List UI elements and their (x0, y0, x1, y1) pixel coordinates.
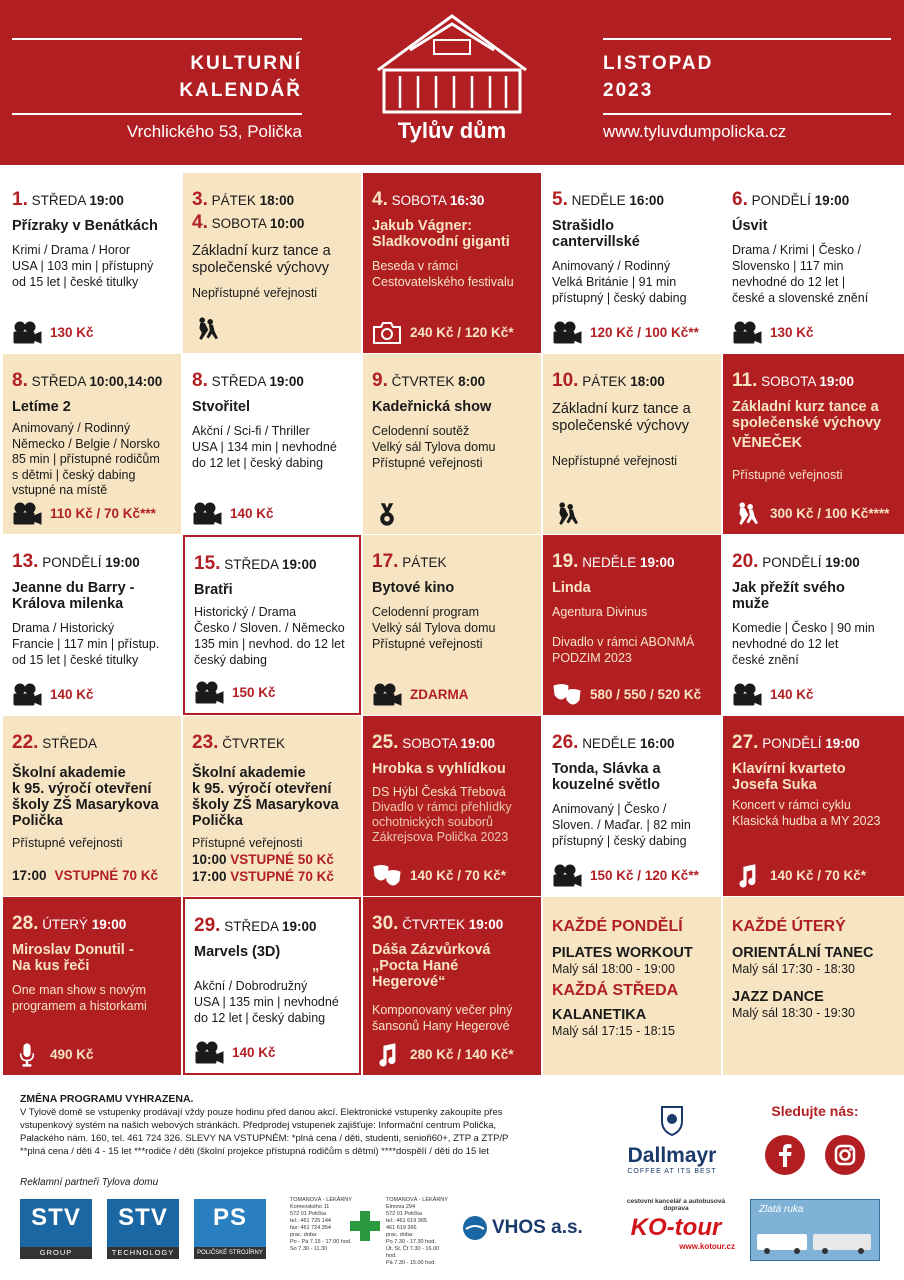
event-card[interactable]: 20. PONDĚLÍ 19:00 Jak přežít svého muže Komedie | Česko | 90 min nevhodné do 12 let české znění 140 Kč (723, 535, 904, 715)
theatre-masks-icon (552, 683, 582, 707)
follow-label: Sledujte nás: (771, 1103, 859, 1119)
film-camera-icon (12, 321, 42, 345)
film-camera-icon (12, 683, 42, 707)
film-camera-icon (552, 321, 582, 345)
event-card[interactable]: 27. PONDĚLÍ 19:00 Klavírní kvarteto Josefa Suka Koncert v rámci cyklu Klasická hudba a MY 2023 140 Kč / 70 Kč* (723, 716, 904, 896)
kotour-logo[interactable]: cestovní kancelář a autobusová doprava KO-tour www.kotour.cz (626, 1198, 735, 1251)
address: Vrchlického 53, Polička (126, 122, 302, 141)
website-link[interactable]: www.tyluvdumpolicka.cz (603, 122, 787, 141)
film-camera-icon (192, 502, 222, 526)
event-card[interactable]: 28. ÚTERÝ 19:00 Miroslav Donutil - Na kus řeči One man show s novým programem a historkami 490 Kč (3, 897, 181, 1075)
film-camera-icon (552, 864, 582, 888)
microphone-icon (12, 1043, 42, 1067)
photo-camera-icon (372, 321, 402, 345)
facebook-icon[interactable] (765, 1135, 805, 1175)
film-camera-icon (194, 1041, 224, 1065)
event-card[interactable]: 17. PÁTEK Bytové kino Celodenní program Velký sál Tylova domu Přístupné veřejnosti ZDARMA (363, 535, 541, 715)
event-card[interactable]: 11. SOBOTA 19:00 Základní kurz tance a společenské výchovy VĚNEČEK Přístupné veřejnosti 300 Kč / 100 Kč**** (723, 354, 904, 534)
header (0, 0, 904, 165)
event-card[interactable]: 25. SOBOTA 19:00 Hrobka s vyhlídkou DS Hýbl Česká Třebová Divadlo v rámci přehlídky ochotnických souborů Zákrejsova Polička 2023 140 Kč / 70 Kč* (363, 716, 541, 896)
partners-label: Reklamní partneři Tylova domu (20, 1177, 159, 1188)
event-card[interactable]: 5. NEDĚLE 16:00 Strašidlo cantervillské Animovaný / Rodinný Velká Británie | 91 min přístupný | český dabing 120 Kč / 100 Kč** (543, 173, 721, 353)
bus-icon (757, 1230, 875, 1254)
vhos-drop-icon (462, 1215, 488, 1241)
dancers-icon (732, 502, 762, 526)
film-camera-icon (194, 681, 224, 705)
medal-icon (372, 502, 402, 526)
weekly-tue[interactable]: KAŽDÉ ÚTERÝ ORIENTÁLNÍ TANEC Malý sál 17:30 - 18:30 JAZZ DANCE Malý sál 18:30 - 19:30 (723, 897, 904, 1075)
pharmacy-logo[interactable]: TOMANOVÁ - LÉKÁRNY Komenského 11 572 01 Polička tel.: 461 725 144 fax: 461 724 354 prac. doba: Po - Pá 7.15 - 17.00 hod. So 7.30 - 11.30 TOMANOVÁ - LÉKÁRNY Eimova 294 572 01 Polička tel.: 461 619 365 461 619 366 prac. doba: Po 7.30 - 17.30 hod. Út, St, Čt 7.30 - 16.00 hod. Pá 7.30 - 15.00 hod. (290, 1197, 448, 1266)
film-camera-icon (732, 321, 762, 345)
stv-group-logo[interactable]: STV GROUP (20, 1199, 92, 1259)
event-card[interactable]: 22. STŘEDA Školní akademie k 95. výročí otevření školy ZŠ Masarykova Polička Přístupné veřejnosti 17:00 VSTUPNÉ 70 Kč (3, 716, 181, 896)
event-card[interactable]: 19. NEDĚLE 19:00 Linda Agentura Divinus Divadlo v rámci ABONMÁ PODZIM 2023 580 / 550 / 520 Kč (543, 535, 721, 715)
event-card[interactable]: 30. ČTVRTEK 19:00 Dáša Zázvůrková „Pocta Hané Hegerové“ Komponovaný večer plný šansonů Hany Hegerové 280 Kč / 140 Kč* (363, 897, 541, 1075)
pharmacy-cross-icon (348, 1209, 382, 1243)
event-card[interactable]: 26. NEDĚLE 16:00 Tonda, Slávka a kouzelné světlo Animovaný | Česko / Sloven. / Maďar. | 82 min přístupný | český dabing 150 Kč / 120 Kč** (543, 716, 721, 896)
event-card[interactable]: 8. STŘEDA 10:00,14:00 Letíme 2 Animovaný / Rodinný Německo / Belgie / Norsko 85 min | přístupné rodičům s dětmi | český dabing vstupné na místě 110 Kč / 70 Kč*** (3, 354, 181, 534)
stv-technology-logo[interactable]: STV TECHNOLOGY (107, 1199, 179, 1259)
vhos-logo[interactable]: VHOS a.s. (462, 1215, 583, 1241)
crest-icon (657, 1103, 687, 1137)
dancers-icon (552, 502, 582, 526)
theatre-masks-icon (372, 864, 402, 888)
music-note-icon (732, 864, 762, 888)
event-card[interactable]: 10. PÁTEK 18:00 Základní kurz tance a společenské výchovy Nepřístupné veřejnosti (543, 354, 721, 534)
logo-name: Tylův dům (397, 118, 507, 143)
film-camera-icon (372, 683, 402, 707)
event-card[interactable]: 23. ČTVRTEK Školní akademie k 95. výročí otevření školy ZŠ Masarykova Polička Přístupné veřejnosti 10:00 VSTUPNÉ 50 Kč 17:00 VSTUPNÉ 70 Kč (183, 716, 361, 896)
building-icon (370, 10, 534, 120)
dancers-icon (192, 317, 222, 341)
event-card[interactable]: 1. STŘEDA 19:00 Přízraky v Benátkách Krimi / Drama / Horor USA | 103 min | přístupný od 15 let | české titulky 130 Kč (3, 173, 181, 353)
weekly-mon-wed[interactable]: KAŽDÉ PONDĚLÍ PILATES WORKOUT Malý sál 18:00 - 19:00 KAŽDÁ STŘEDA KALANETIKA Malý sál 17:15 - 18:15 (543, 897, 721, 1075)
calendar-title: KULTURNÍ KALENDÁŘ (179, 53, 302, 101)
event-card[interactable]: 15. STŘEDA 19:00 Bratři Historický / Drama Česko / Sloven. / Německo 135 min | nevhod. do 12 let český dabing 150 Kč (183, 535, 361, 715)
instagram-icon[interactable] (825, 1135, 865, 1175)
month-title: LISTOPAD 2023 (603, 53, 714, 101)
film-camera-icon (12, 502, 42, 526)
footer (0, 1085, 904, 1280)
event-card[interactable]: 9. ČTVRTEK 8:00 Kadeřnická show Celodenní soutěž Velký sál Tylova domu Přístupné veřejnosti (363, 354, 541, 534)
footer-notice: ZMĚNA PROGRAMU VYHRAZENA. V Tylově domě se vstupenky prodávají vždy pouze hodinu před danou akcí. Elektronické vstupenky zakoupíte přes vstupenkový systém na našich webových stránkách. Předprodej vstupenek zajišťuje: Informační centrum Polička, Palackého nám. 160, tel. 461 724 326. SLEVY NA VSTUPNÉM: *plná cena / děti, studenti, senioři60+, ZTP a ZTP/P **plná cena / děti 4 - 15 let ***rodiče / děti (školní projekce přístupná rodičům s dětmi) ****dospělí / děti do 15 let (20, 1093, 509, 1157)
event-card[interactable]: 4. SOBOTA 16:30 Jakub Vágner: Sladkovodní giganti Beseda v rámci Cestovatelského festivalu 240 Kč / 120 Kč* (363, 173, 541, 353)
policske-strojirny-logo[interactable]: PS POLIČSKÉ STROJÍRNY (194, 1199, 266, 1259)
event-card[interactable]: 6. PONDĚLÍ 19:00 Úsvit Drama / Krimi | Česko / Slovensko | 117 min nevhodné do 12 let | české a slovenské znění 130 Kč (723, 173, 901, 353)
music-note-icon (372, 1043, 402, 1067)
event-card[interactable]: 29. STŘEDA 19:00 Marvels (3D) Akční / Dobrodružný USA | 135 min | nevhodné do 12 let | český dabing 140 Kč (183, 897, 361, 1075)
event-card[interactable]: 8. STŘEDA 19:00 Stvořitel Akční / Sci-fi / Thriller USA | 134 min | nevhodné do 12 let | český dabing 140 Kč (183, 354, 361, 534)
film-camera-icon (732, 683, 762, 707)
event-card[interactable]: 3. PÁTEK 18:00 4. SOBOTA 10:00 Základní kurz tance a společenské výchovy Nepřístupné veřejnosti (183, 173, 361, 353)
tyluv-dum-logo[interactable] (370, 10, 534, 160)
dallmayr-logo[interactable]: Dallmayr COFFEE AT ITS BEST (622, 1103, 722, 1175)
event-card[interactable]: 13. PONDĚLÍ 19:00 Jeanne du Barry - Králova milenka Drama / Historický Francie | 117 min | přístup. od 15 let | české titulky 140 Kč (3, 535, 181, 715)
partner-photo-logo[interactable]: Zlatá ruka (750, 1199, 880, 1261)
